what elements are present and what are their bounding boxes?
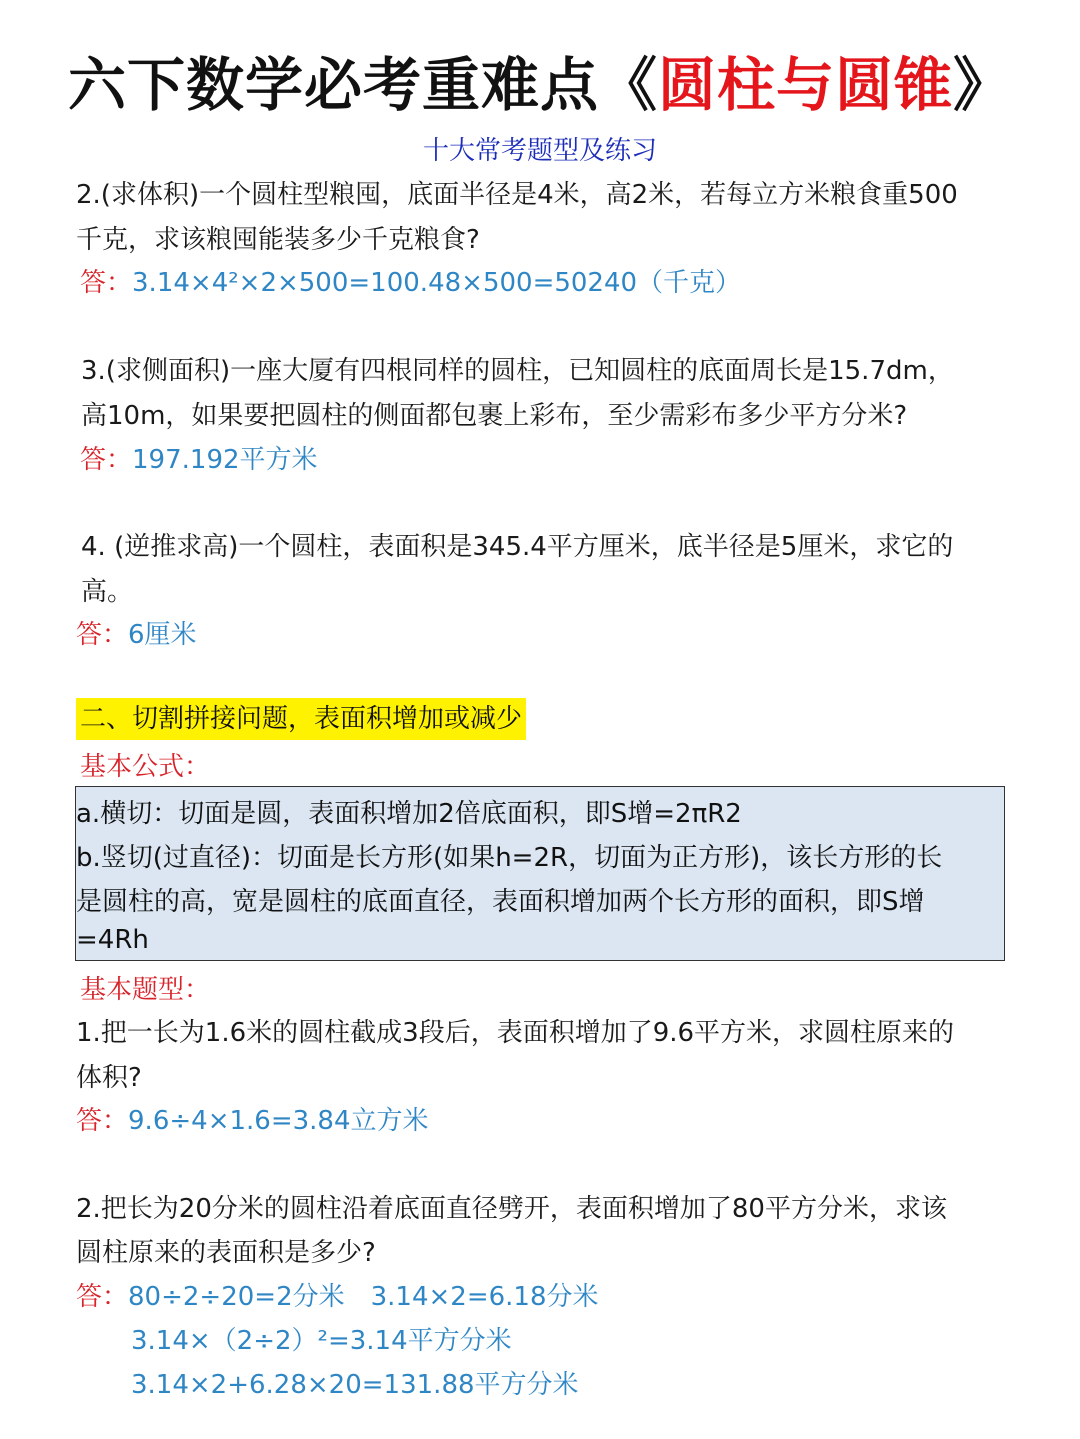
q3-line2: 高10m，如果要把圆柱的侧面都包裹上彩布，至少需彩布多少平方分米? <box>81 401 908 431</box>
q4-line1: 4. (逆推求高)一个圆柱，表面积是345.4平方厘米，底半径是5厘米，求它的 <box>81 532 954 562</box>
q4-line2: 高。 <box>81 577 134 607</box>
title-topic: 圆柱与圆锥 <box>657 51 953 119</box>
q3-answer <box>80 439 318 476</box>
formula-label: 基本公式： <box>80 752 211 782</box>
formula-line: =4Rh <box>76 925 149 955</box>
answer-value: 3.14×4²×2×500=100.48×500=50240（千克） <box>132 268 742 298</box>
answer-value: 80÷2÷20=2分米 3.14×2=6.18分米 <box>128 1282 599 1312</box>
answer-value: 197.192平方米 <box>132 445 318 475</box>
q2-line2: 千克，求该粮囤能装多少千克粮食? <box>76 225 480 255</box>
answer-label: 答： <box>76 1282 129 1312</box>
p2-answer-1 <box>76 1276 599 1313</box>
formula-line: b.竖切(过直径)：切面是长方形(如果h=2R，切面为正方形)，该长方形的长 <box>76 843 943 873</box>
p2-line2: 圆柱原来的表面积是多少? <box>76 1238 376 1268</box>
type-label: 基本题型： <box>80 975 211 1005</box>
q3-line1: 3.(求侧面积)一座大厦有四根同样的圆柱，已知圆柱的底面周长是15.7dm， <box>81 356 954 386</box>
title-prefix: 六下数学必考重难点《 <box>67 51 658 119</box>
answer-label: 答： <box>80 268 133 298</box>
q2-line1: 2.(求体积)一个圆柱型粮囤，底面半径是4米，高2米，若每立方米粮食重500 <box>76 180 958 210</box>
formula-line: a.横切：切面是圆，表面积增加2倍底面积，即S增=2πR2 <box>76 799 742 829</box>
answer-label: 答： <box>76 620 129 650</box>
section-heading: 二、切割拼接问题，表面积增加或减少 <box>76 698 526 740</box>
subtitle: 十大常考题型及练习 <box>422 136 657 166</box>
p2-answer-3: 3.14×2+6.28×20=131.88平方分米 <box>131 1370 579 1400</box>
q2-answer <box>80 262 741 299</box>
formula-box <box>75 786 1005 961</box>
answer-label: 答： <box>76 1106 129 1136</box>
p2-line1: 2.把长为20分米的圆柱沿着底面直径劈开，表面积增加了80平方分米，求该 <box>76 1194 947 1224</box>
page-title <box>0 38 1080 122</box>
p1-line1: 1.把一长为1.6米的圆柱截成3段后，表面积增加了9.6平方米，求圆柱原来的 <box>76 1018 955 1048</box>
answer-label: 答： <box>80 445 133 475</box>
p2-answer-2: 3.14×（2÷2）²=3.14平方分米 <box>131 1326 512 1356</box>
formula-line: 是圆柱的高，宽是圆柱的底面直径，表面积增加两个长方形的面积，即S增 <box>76 887 925 917</box>
p1-answer <box>76 1100 429 1137</box>
title-suffix: 》 <box>953 51 1013 119</box>
answer-value: 6厘米 <box>128 620 197 650</box>
q4-answer <box>76 614 197 651</box>
p1-line2: 体积? <box>76 1063 142 1093</box>
answer-value: 9.6÷4×1.6=3.84立方米 <box>128 1106 429 1136</box>
